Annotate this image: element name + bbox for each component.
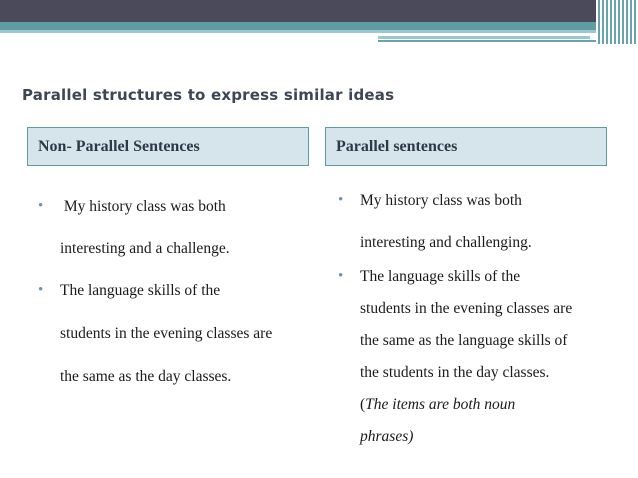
list-item-line: the students in the day classes. <box>360 364 550 381</box>
non-parallel-header-label: Non- Parallel Sentences <box>38 137 200 155</box>
note-line-2: phrases) <box>360 428 414 445</box>
list-item <box>38 282 320 411</box>
list-item <box>38 198 320 282</box>
decorative-stripes <box>596 0 638 44</box>
parallel-header-label: Parallel sentences <box>336 137 458 155</box>
top-teal-bar <box>0 22 638 30</box>
list-item-line: students in the evening classes are <box>360 300 573 317</box>
list-item-line: the same as the day classes. <box>60 368 232 385</box>
non-parallel-header <box>27 127 309 166</box>
list-item-line: the same as the language skills of <box>360 332 568 349</box>
parallel-column <box>338 192 628 460</box>
decorative-line <box>378 36 590 39</box>
list-item-line: students in the evening classes are <box>60 325 273 342</box>
slide-title: Parallel structures to express similar ideas <box>22 86 395 104</box>
decorative-line <box>378 40 610 42</box>
list-item-line: interesting and a challenge. <box>60 240 230 257</box>
top-teal-bar-light <box>0 30 638 33</box>
list-item-line: interesting and challenging. <box>360 234 532 251</box>
list-item <box>338 192 628 268</box>
list-item-line: The language skills of the <box>360 268 521 285</box>
bullet-icon: • <box>38 198 44 214</box>
note-text: The items are both noun <box>365 396 516 413</box>
bullet-icon: • <box>338 268 344 284</box>
list-item-line: The language skills of the <box>60 282 221 299</box>
bullet-icon: • <box>38 282 44 298</box>
note-paren: ( <box>360 396 366 413</box>
non-parallel-column <box>38 198 320 411</box>
bullet-icon: • <box>338 192 344 208</box>
list-item-line: My history class was both <box>360 192 522 209</box>
top-dark-bar <box>0 0 638 22</box>
list-item-line: My history class was both <box>60 198 226 215</box>
parallel-header <box>325 127 607 166</box>
note-line <box>360 396 628 428</box>
list-item <box>338 268 628 460</box>
